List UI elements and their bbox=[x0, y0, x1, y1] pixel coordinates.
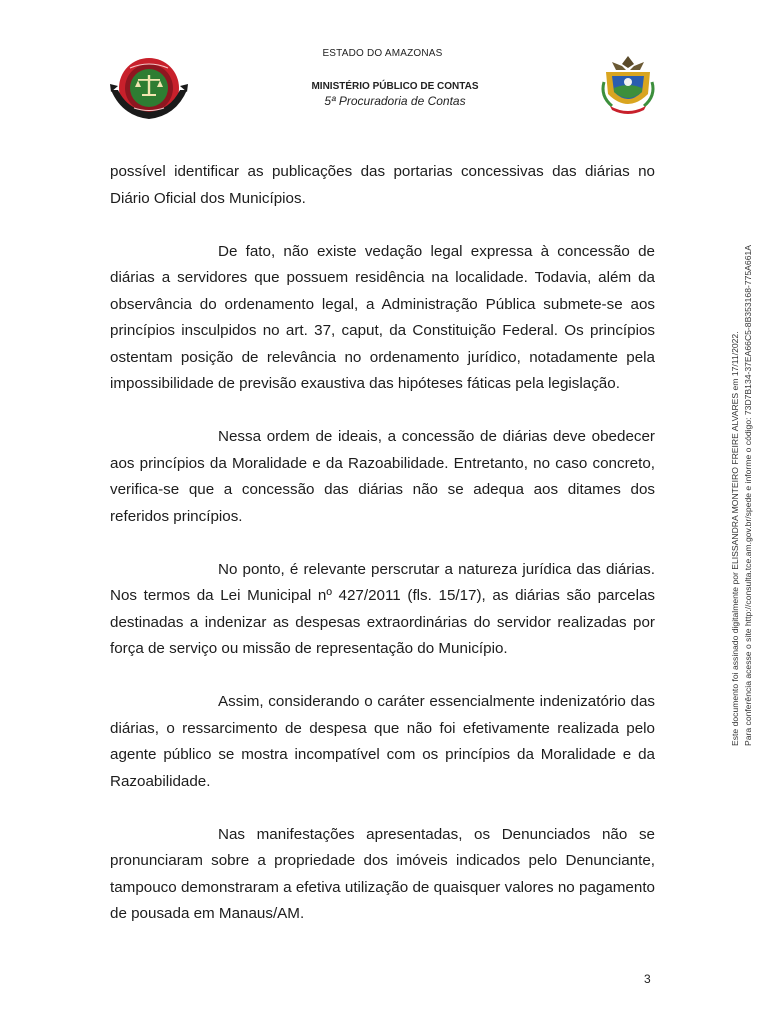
signature-line-2: Para conferência acesse o site http://consulta.tce.am.gov.br/spede e informe o código: 73D7B134-37EA66C5-8B353168-775A661A bbox=[743, 245, 753, 746]
header-state: ESTADO DO AMAZONAS bbox=[322, 48, 443, 59]
paragraph-2: De fato, não existe vedação legal expressa à concessão de diárias a servidores que possuem residência na localidade. Todavia, além da observância do ordenamento legal, a Administração Pública submete-se aos princípios insculpidos no art. 37, caput, da Constituição Federal. Os princípios ostentam posição de relevância no ordenamento jurídico, notadamente pela impossibilidade de previsão exaustiva das hipóteses fáticas pela legislação. bbox=[110, 242, 655, 392]
header-ministry: MINISTÉRIO PÚBLICO DE CONTAS bbox=[311, 81, 479, 92]
page-number: 3 bbox=[644, 972, 651, 986]
digital-signature-stamp bbox=[729, 218, 757, 746]
paragraph-1: possível identificar as publicações das portarias concessivas das diárias no Diário Oficial dos Municípios. bbox=[110, 163, 655, 207]
paragraph-4: No ponto, é relevante perscrutar a natureza jurídica das diárias. Nos termos da Lei Municipal nº 427/2011 (fls. 15/17), as diárias são parcelas destinadas a indenizar as despesas extraordinárias do servidor realizadas por força de serviço ou missão de representação do Município. bbox=[110, 560, 655, 657]
document-body bbox=[110, 159, 655, 954]
paragraph-5: Assim, considerando o caráter essencialmente indenizatório das diárias, o ressarcimento de despesa que não foi efetivamente realizada pelo agente público se mostra incompatível com os princípios da Moralidade e da Razoabilidade. bbox=[110, 693, 655, 790]
paragraph-3: Nessa ordem de ideais, a concessão de diárias deve obedecer aos princípios da Moralidade e da Razoabilidade. Entretanto, no caso concreto, verifica-se que a concessão das diárias não se adequa aos ditames dos referidos princípios. bbox=[110, 428, 655, 525]
amazonas-coat-of-arms-icon bbox=[598, 52, 658, 118]
header-office: 5ª Procuradoria de Contas bbox=[324, 94, 466, 108]
paragraph-6: Nas manifestações apresentadas, os Denunciados não se pronunciaram sobre a propriedade dos imóveis indicados pelo Denunciante, tampouco demonstraram a efetiva utilização de quaisquer valores no pagamento de pousada em Manaus/AM. bbox=[110, 825, 655, 922]
signature-line-1: Este documento foi assinado digitalmente por ELISSANDRA MONTEIRO FREIRE ALVARES em 17/11/2022. bbox=[730, 331, 740, 746]
page-header bbox=[0, 0, 765, 130]
